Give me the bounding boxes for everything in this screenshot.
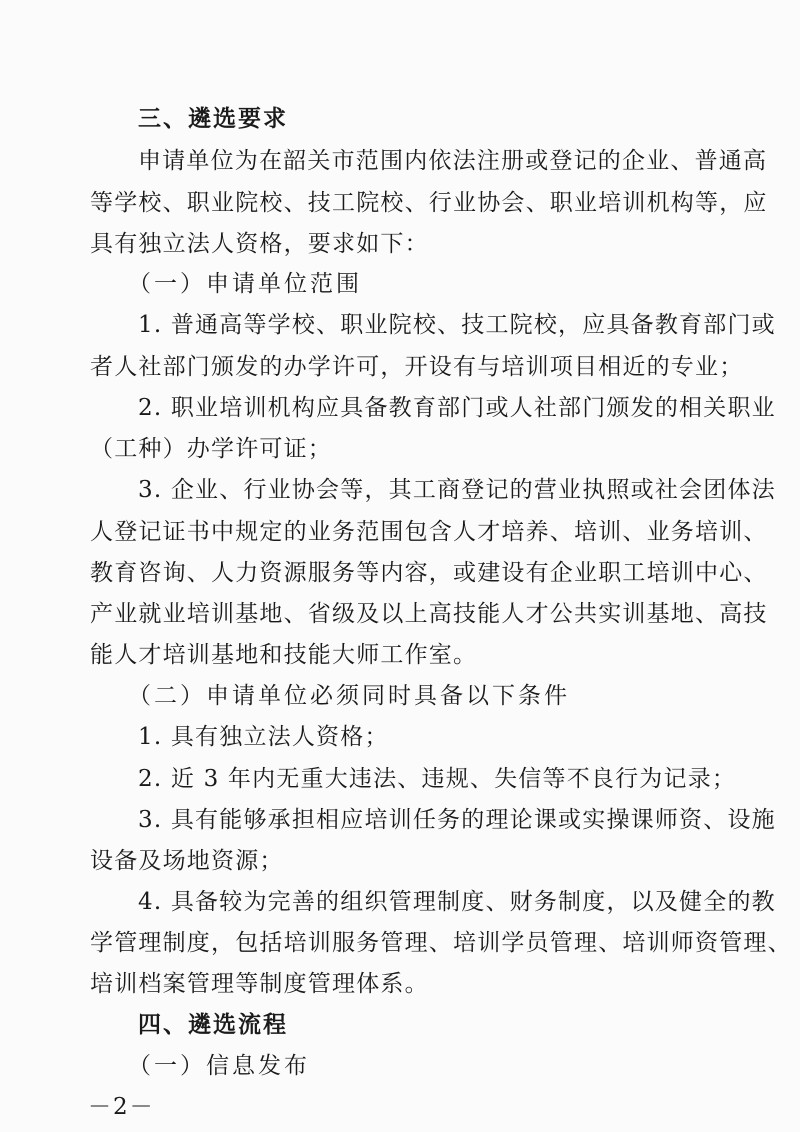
paragraph-line: 人登记证书中规定的业务范围包含人才培养、培训、业务培训、 [90,519,768,545]
paragraph-line: 具有独立法人资格，要求如下： [90,231,429,257]
paragraph-line: （工种）办学许可证； [90,436,332,462]
paragraph-line: 等学校、职业院校、技工院校、行业协会、职业培训机构等，应 [90,190,768,216]
page-number: －2－ [88,1094,155,1120]
paragraph-line: 培训档案管理等制度管理体系。 [90,971,429,997]
paragraph-line: 设备及场地资源； [90,848,284,874]
paragraph-line: 4. 具备较为完善的组织管理制度、财务制度，以及健全的教 [138,889,776,915]
paragraph-line: 教育咨询、人力资源服务等内容，或建设有企业职工培训中心、 [90,560,768,586]
paragraph-line: 能人才培训基地和技能大师工作室。 [90,642,478,668]
paragraph-line: 2. 职业培训机构应具备教育部门或人社部门颁发的相关职业 [138,395,776,421]
paragraph-line: 1. 普通高等学校、职业院校、技工院校，应具备教育部门或 [138,312,776,338]
paragraph-line: 申请单位为在韶关市范围内依法注册或登记的企业、普通高 [138,148,768,174]
section-heading-4: 四、遴选流程 [138,1012,288,1038]
paragraph-line: 产业就业培训基地、省级及以上高技能人才公共实训基地、高技 [90,601,768,627]
paragraph-line: 2. 近 3 年内无重大违法、违规、失信等不良行为记录； [138,766,737,792]
paragraph-line: 者人社部门颁发的办学许可，开设有与培训项目相近的专业； [90,354,744,380]
subsection-heading-2: （二）申请单位必须同时具备以下条件 [128,683,570,709]
section-heading-3: 三、遴选要求 [138,106,288,132]
subsection-heading-info: （一）信息发布 [128,1053,310,1079]
paragraph-line: 3. 具有能够承担相应培训任务的理论课或实操课师资、设施 [138,807,776,833]
subsection-heading-1: （一）申请单位范围 [128,271,362,297]
paragraph-line: 1. 具有独立法人资格； [138,724,389,750]
paragraph-line: 3. 企业、行业协会等，其工商登记的营业执照或社会团体法 [138,477,776,503]
paragraph-line: 学管理制度，包括培训服务管理、培训学员管理、培训师资管理、 [90,930,792,956]
